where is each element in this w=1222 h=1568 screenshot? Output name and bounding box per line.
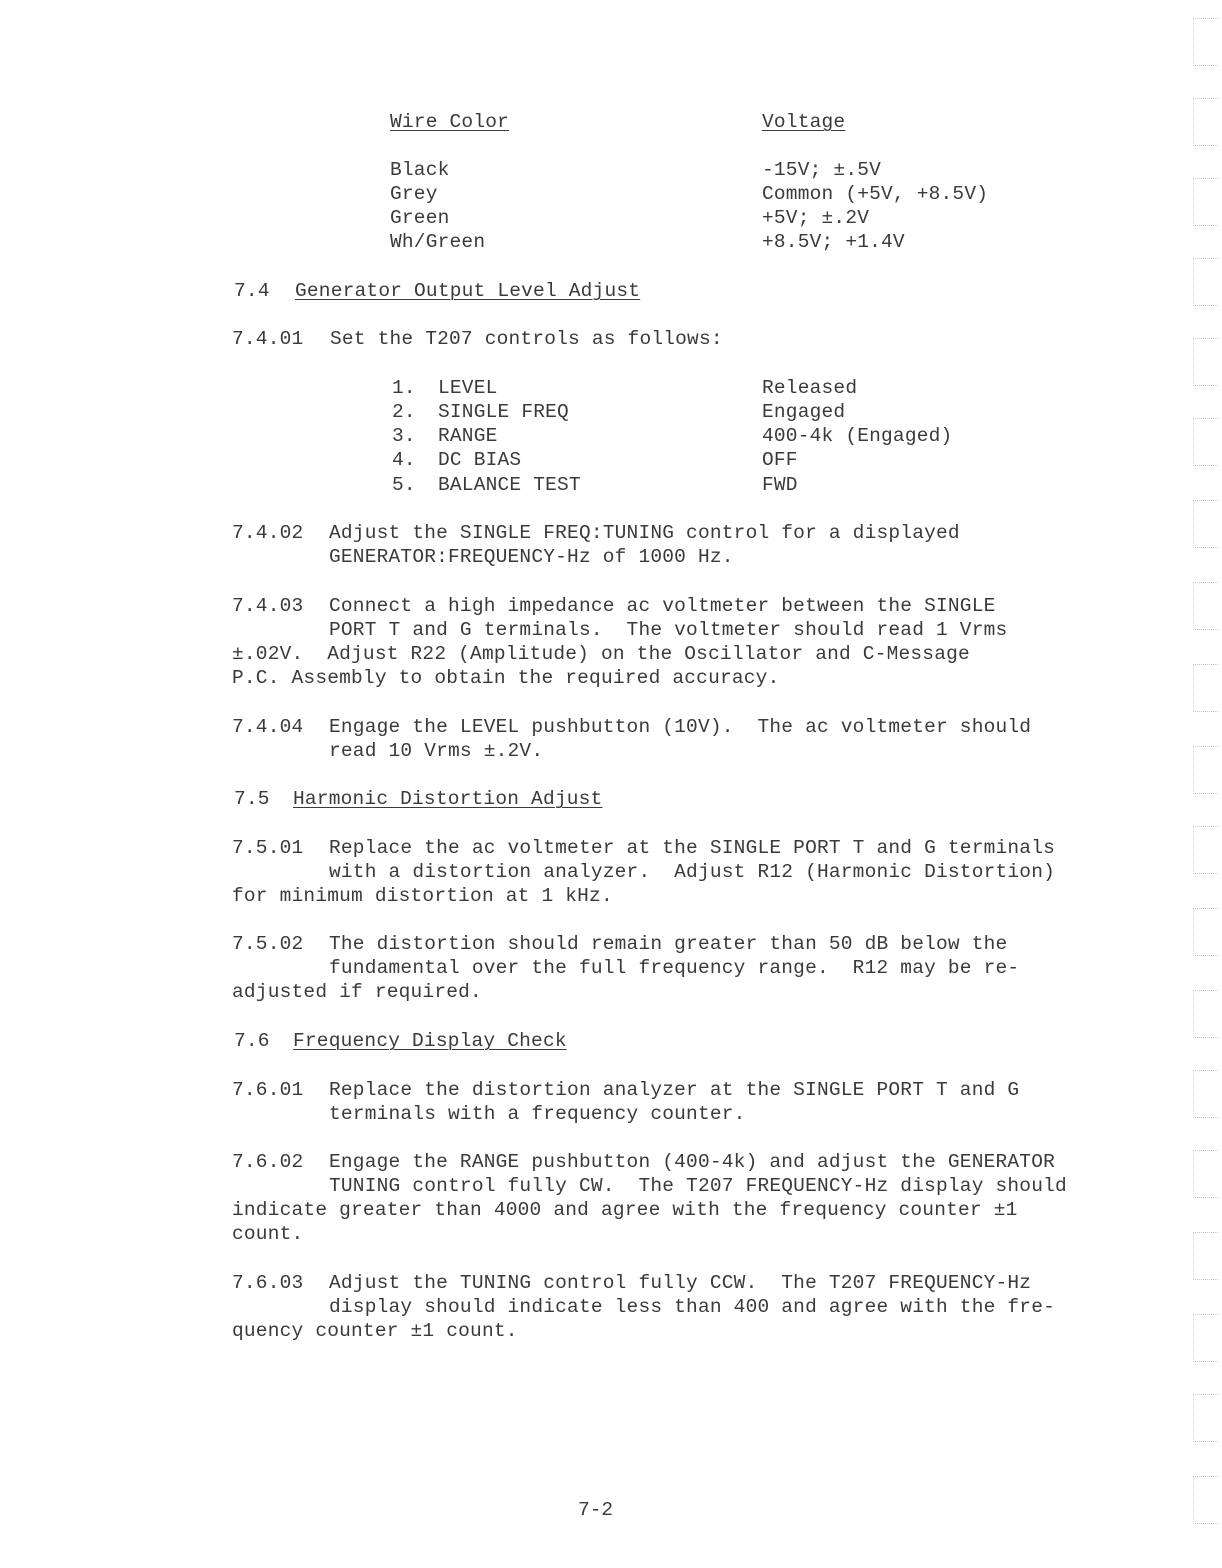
paragraph-line: Connect a high impedance ac voltmeter between the SINGLE xyxy=(329,595,996,617)
edge-mark xyxy=(1193,1476,1218,1524)
wire-color-header: Wire Color xyxy=(390,111,510,133)
section-title: Generator Output Level Adjust xyxy=(295,280,641,302)
edge-mark xyxy=(1193,582,1218,630)
paragraph-number: 7.5.01 xyxy=(232,837,304,859)
paragraph-number: 7.5.02 xyxy=(232,933,304,955)
paragraph-line: ±.02V. Adjust R22 (Amplitude) on the Oscillator and C-Message xyxy=(232,643,970,665)
voltage-header: Voltage xyxy=(762,111,846,133)
edge-mark xyxy=(1193,1314,1218,1362)
paragraph xyxy=(232,1078,1092,1126)
edge-mark xyxy=(1193,1150,1218,1198)
edge-mark xyxy=(1193,990,1218,1038)
paragraph-line: Adjust the SINGLE FREQ:TUNING control for a displayed xyxy=(329,522,960,544)
paragraph xyxy=(232,521,1092,569)
control-index: 5. xyxy=(392,474,416,496)
paragraph xyxy=(232,1150,1092,1246)
control-index: 4. xyxy=(392,449,416,471)
control-name: LEVEL xyxy=(438,377,498,399)
paragraph-number: 7.4.01 xyxy=(232,328,304,350)
paragraph-line: P.C. Assembly to obtain the required accuracy. xyxy=(232,667,780,689)
paragraph-line: Replace the ac voltmeter at the SINGLE PORT T and G terminals xyxy=(329,837,1056,859)
edge-mark xyxy=(1193,18,1218,66)
section-number: 7.4 xyxy=(234,280,270,302)
wire-row-voltage: -15V; ±.5V xyxy=(762,159,882,181)
paragraph-line: display should indicate less than 400 and agree with the fre- xyxy=(329,1296,1056,1318)
paragraph-line: indicate greater than 4000 and agree with the frequency counter ±1 xyxy=(232,1199,1018,1221)
control-index: 2. xyxy=(392,401,416,423)
edge-mark xyxy=(1193,338,1218,386)
paragraph xyxy=(232,932,1092,1004)
paragraph-number: 7.4.02 xyxy=(232,522,304,544)
wire-row-color: Wh/Green xyxy=(390,231,486,253)
wire-row-color: Black xyxy=(390,159,450,181)
paragraph xyxy=(232,1271,1092,1343)
edge-mark xyxy=(1193,1232,1218,1280)
paragraph-line: The distortion should remain greater than 50 dB below the xyxy=(329,933,1008,955)
edge-mark xyxy=(1193,1070,1218,1118)
control-index: 3. xyxy=(392,425,416,447)
paragraph-number: 7.6.02 xyxy=(232,1151,304,1173)
paragraph-line: quency counter ±1 count. xyxy=(232,1320,518,1342)
paragraph-line: Adjust the TUNING control fully CCW. The T207 FREQUENCY-Hz xyxy=(329,1272,1032,1294)
paragraph-line: GENERATOR:FREQUENCY-Hz of 1000 Hz. xyxy=(329,546,734,568)
control-name: BALANCE TEST xyxy=(438,474,581,496)
edge-mark xyxy=(1193,826,1218,874)
paragraph xyxy=(232,836,1092,908)
edge-mark xyxy=(1193,746,1218,794)
section-title: Harmonic Distortion Adjust xyxy=(293,788,603,810)
paragraph-text: Set the T207 controls as follows: xyxy=(330,328,723,350)
paragraph-line: read 10 Vrms ±.2V. xyxy=(329,740,544,762)
paragraph-line: count. xyxy=(232,1223,304,1245)
paragraph xyxy=(232,715,1092,763)
paragraph-line: fundamental over the full frequency range. R12 may be re- xyxy=(329,957,1020,979)
paragraph-number: 7.6.03 xyxy=(232,1272,304,1294)
paragraph-number: 7.6.01 xyxy=(232,1079,304,1101)
paragraph-number: 7.4.03 xyxy=(232,595,304,617)
edge-mark xyxy=(1193,178,1218,226)
section-number: 7.6 xyxy=(234,1030,270,1052)
paragraph-line: Engage the LEVEL pushbutton (10V). The ac voltmeter should xyxy=(329,716,1032,738)
wire-row-voltage: +5V; ±.2V xyxy=(762,207,870,229)
edge-mark xyxy=(1193,258,1218,306)
paragraph xyxy=(232,594,1092,690)
control-name: RANGE xyxy=(438,425,498,447)
control-setting: 400-4k (Engaged) xyxy=(762,425,953,447)
paragraph-line: for minimum distortion at 1 kHz. xyxy=(232,885,613,907)
section-number: 7.5 xyxy=(234,788,270,810)
section-title: Frequency Display Check xyxy=(293,1030,567,1052)
control-index: 1. xyxy=(392,377,416,399)
control-setting: Engaged xyxy=(762,401,846,423)
control-setting: OFF xyxy=(762,449,798,471)
control-setting: FWD xyxy=(762,474,798,496)
control-name: SINGLE FREQ xyxy=(438,401,569,423)
paragraph-line: Replace the distortion analyzer at the SINGLE PORT T and G xyxy=(329,1079,1020,1101)
paragraph-line: Engage the RANGE pushbutton (400-4k) and adjust the GENERATOR xyxy=(329,1151,1056,1173)
edge-mark xyxy=(1193,908,1218,956)
wire-row-voltage: +8.5V; +1.4V xyxy=(762,231,905,253)
page-number: 7-2 xyxy=(578,1499,614,1521)
edge-mark xyxy=(1193,418,1218,466)
edge-mark xyxy=(1193,664,1218,712)
paragraph-line: terminals with a frequency counter. xyxy=(329,1103,746,1125)
paragraph-line: with a distortion analyzer. Adjust R12 (Harmonic Distortion) xyxy=(329,861,1056,883)
wire-row-color: Grey xyxy=(390,183,438,205)
control-setting: Released xyxy=(762,377,858,399)
edge-mark xyxy=(1193,500,1218,548)
paragraph-line: TUNING control fully CW. The T207 FREQUENCY-Hz display should xyxy=(329,1175,1067,1197)
paragraph-number: 7.4.04 xyxy=(232,716,304,738)
edge-mark xyxy=(1193,98,1218,146)
wire-row-color: Green xyxy=(390,207,450,229)
paragraph-line: adjusted if required. xyxy=(232,981,482,1003)
edge-mark xyxy=(1193,1394,1218,1442)
control-name: DC BIAS xyxy=(438,449,522,471)
paragraph-line: PORT T and G terminals. The voltmeter should read 1 Vrms xyxy=(329,619,1008,641)
wire-row-voltage: Common (+5V, +8.5V) xyxy=(762,183,989,205)
